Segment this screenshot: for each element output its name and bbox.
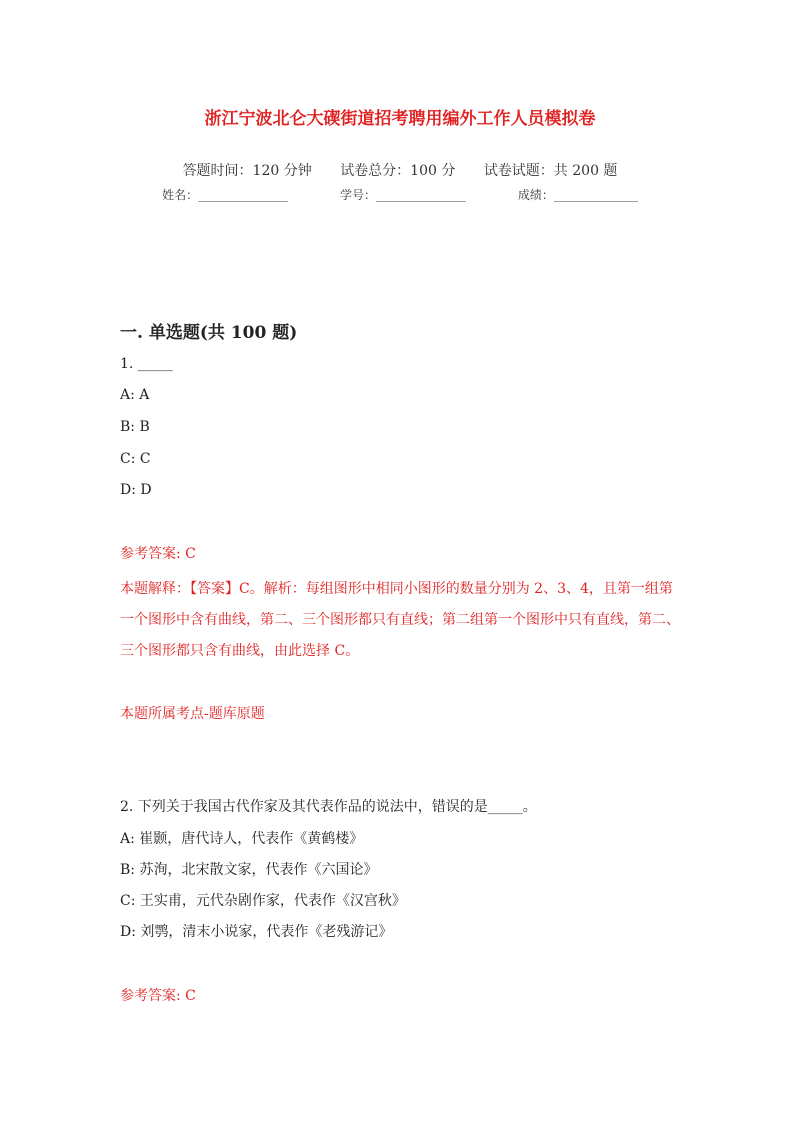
question-2-option-c: C: 王实甫，元代杂剧作家，代表作《汉宫秋》 bbox=[120, 893, 406, 909]
student-id-field: 学号：_______________ bbox=[339, 188, 466, 202]
question-2-option-b: B: 苏洵，北宋散文家，代表作《六国论》 bbox=[120, 862, 378, 878]
exam-meta bbox=[0, 160, 800, 180]
question-1-option-c: C: C bbox=[120, 451, 151, 467]
question-1-category: 本题所属考点-题库原题 bbox=[120, 706, 265, 722]
section-title: 一. 单选题(共 100 题) bbox=[120, 323, 298, 343]
question-1-option-b: B: B bbox=[120, 419, 150, 435]
exam-title: 浙江宁波北仑大碶街道招考聘用编外工作人员模拟卷 bbox=[204, 109, 596, 129]
question-1-answer: 参考答案: C bbox=[120, 546, 196, 562]
exam-time: 答题时间：120 分钟 bbox=[182, 163, 312, 179]
question-1-explanation: 本题解释：【答案】C。解析：每组图形中相同小图形的数量分别为 2、3、4，且第一组第一个图形中含有曲线，第二、三个图形都只有直线；第二组第一个图形中只有直线，第二、三个图形都只含有曲线，由此选择 C。 bbox=[120, 581, 680, 659]
question-2-stem: 2. 下列关于我国古代作家及其代表作品的说法中，错误的是_____。 bbox=[120, 799, 537, 815]
question-2-answer: 参考答案: C bbox=[120, 988, 196, 1004]
student-fields bbox=[0, 186, 800, 203]
score-field: 成绩：______________ bbox=[517, 188, 638, 202]
question-1-option-a: A: A bbox=[120, 387, 150, 403]
question-1-option-d: D: D bbox=[120, 482, 152, 498]
exam-question-count: 试卷试题：共 200 题 bbox=[483, 163, 618, 179]
question-2-option-a: A: 崔颢，唐代诗人，代表作《黄鹤楼》 bbox=[120, 831, 364, 847]
question-1-stem: 1. _____ bbox=[120, 356, 173, 372]
exam-total-score: 试卷总分：100 分 bbox=[340, 163, 456, 179]
name-field: 姓名：_______________ bbox=[162, 188, 289, 202]
question-2-option-d: D: 刘鹗，清末小说家，代表作《老残游记》 bbox=[120, 924, 393, 940]
